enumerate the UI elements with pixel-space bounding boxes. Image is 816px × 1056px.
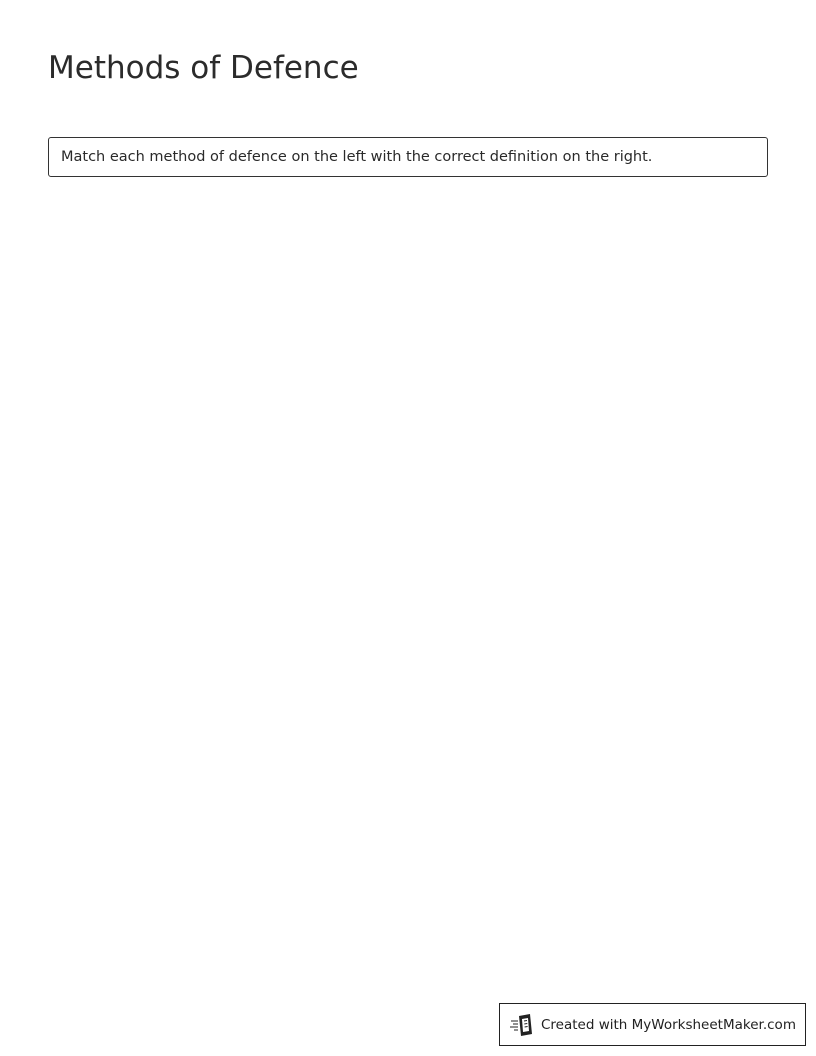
instructions-box: [48, 137, 768, 177]
page-title: Methods of Defence: [48, 50, 359, 86]
footer-credit-text: Created with MyWorksheetMaker.com: [541, 1017, 796, 1033]
worksheet-maker-logo-icon: [510, 1014, 534, 1036]
footer-credit-badge: [499, 1003, 806, 1046]
instructions-text: Match each method of defence on the left with the correct definition on the right.: [61, 149, 653, 165]
